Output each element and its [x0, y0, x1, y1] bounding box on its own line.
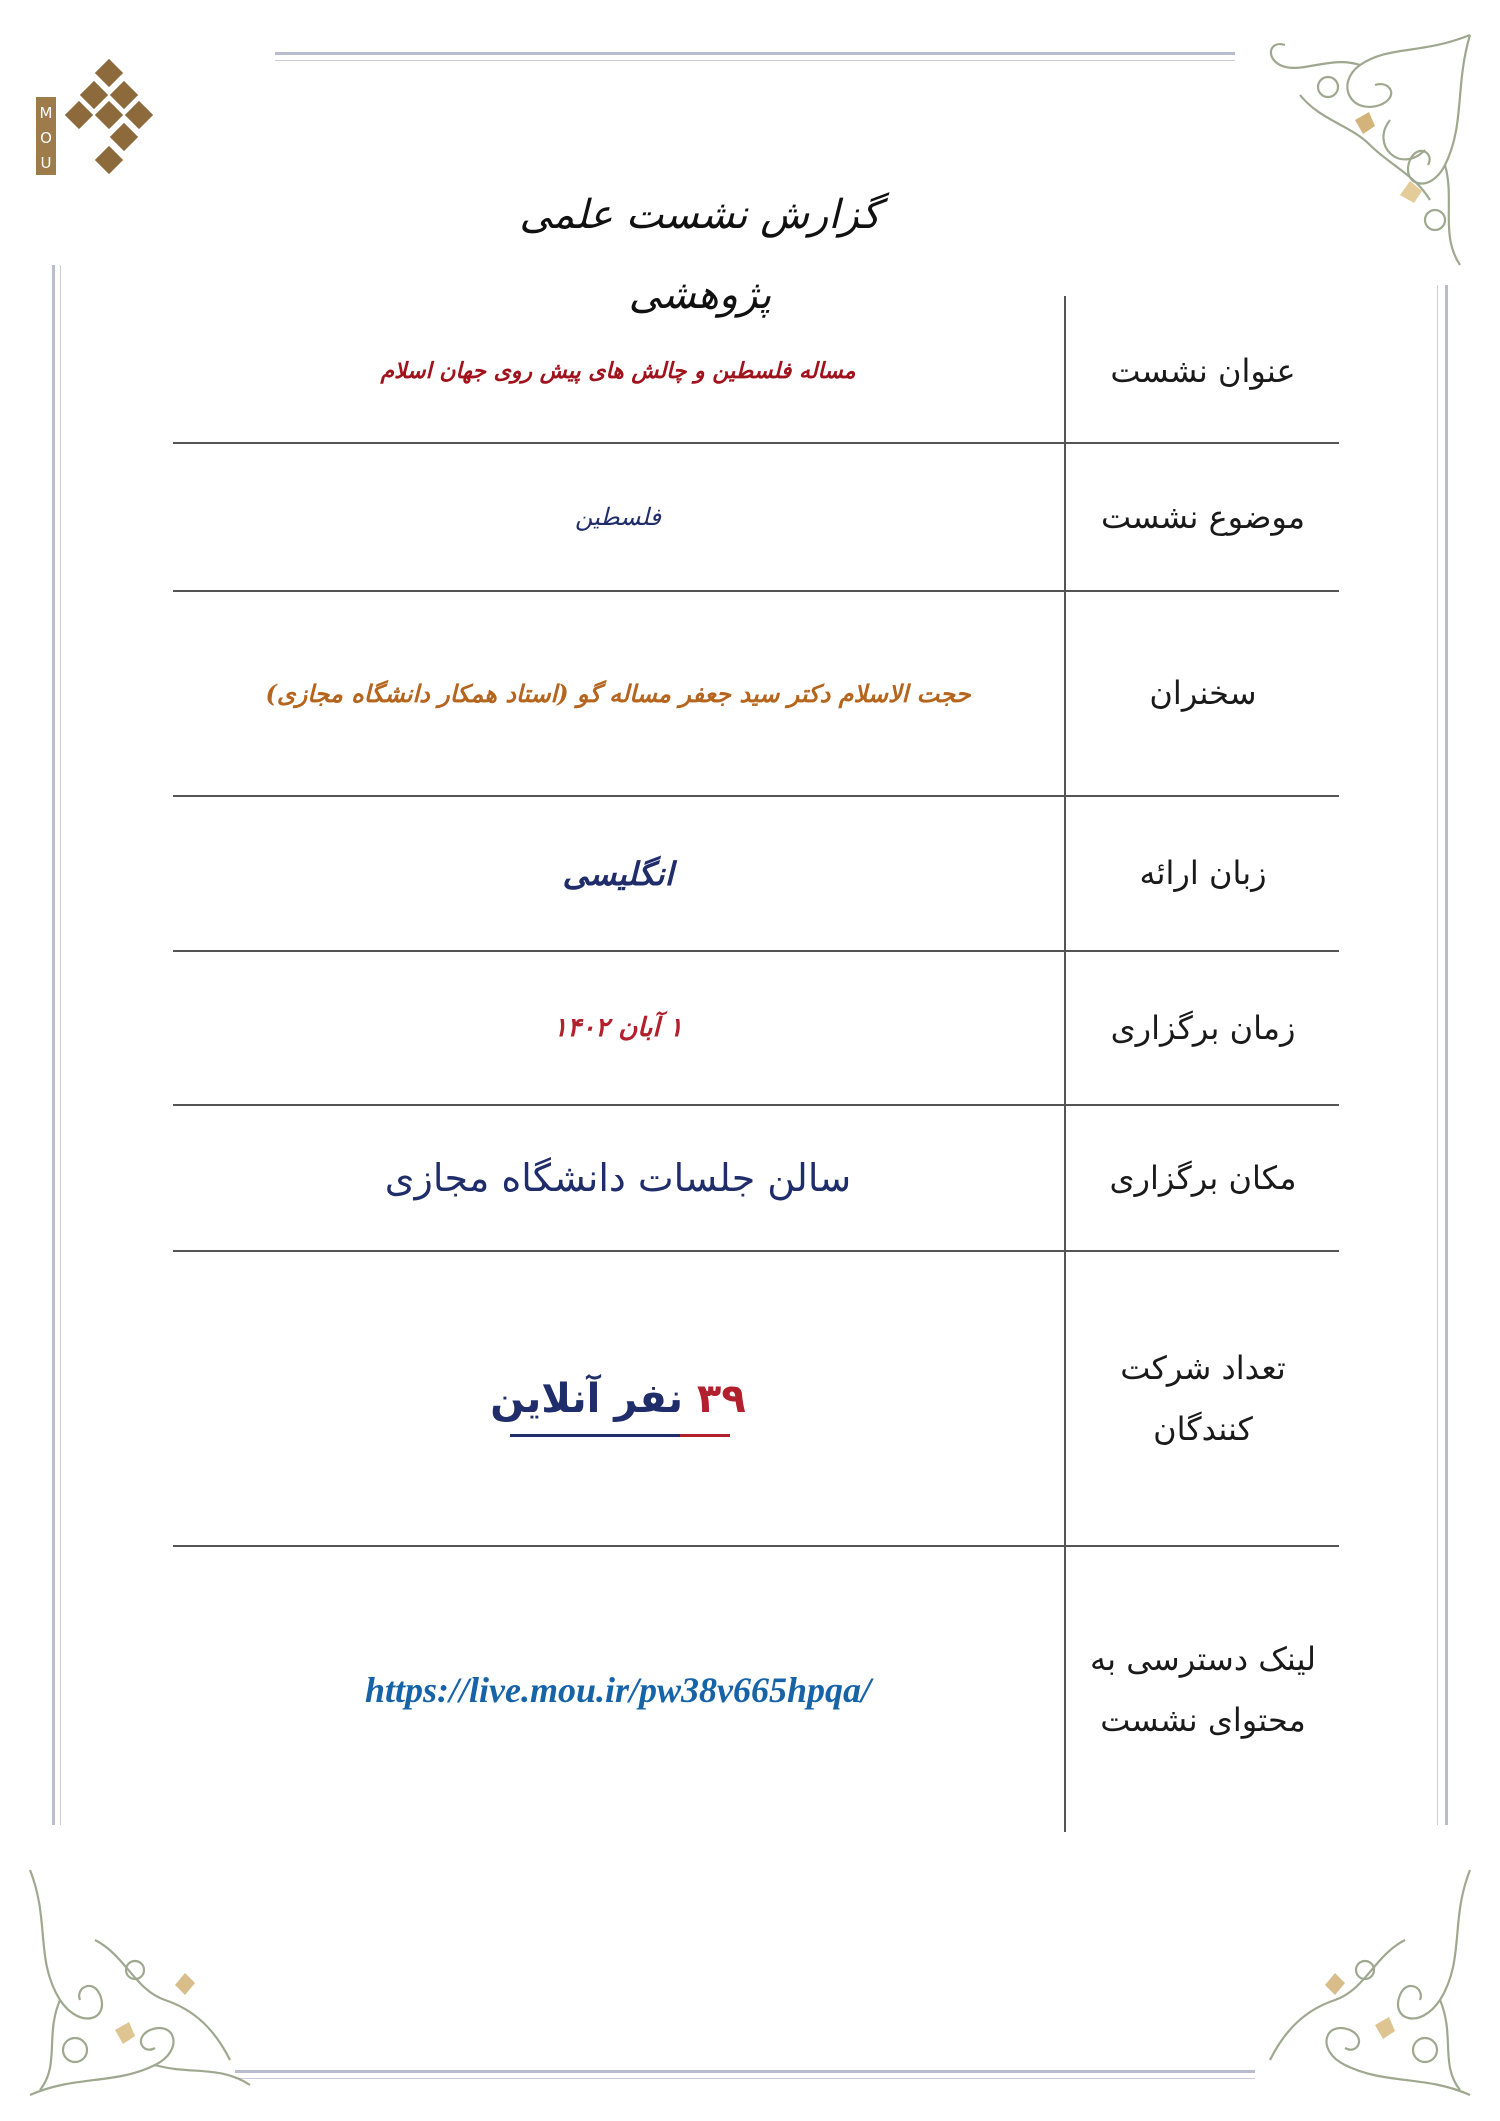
- attendees-count: ۳۹: [696, 1375, 746, 1422]
- frame-left-line-thin: [60, 265, 61, 1825]
- access-link[interactable]: https://live.mou.ir/pw38v665hpqa/: [364, 1669, 872, 1710]
- value-access-link-cell: [173, 1547, 1063, 1832]
- label-access-link: لینک دسترسی به محتوای نشست: [1090, 1639, 1316, 1739]
- corner-ornament-bottom-right: [1255, 1860, 1485, 2105]
- value-session-title: مساله فلسطین و چالش های پیش روی جهان اسلام: [380, 358, 856, 384]
- value-attendees: [173, 1252, 1063, 1545]
- value-place: سالن جلسات دانشگاه مجازی: [384, 1156, 852, 1200]
- frame-right-line-thin: [1437, 285, 1438, 1825]
- svg-text:M: M: [39, 104, 53, 122]
- corner-ornament-top-right: [1240, 25, 1480, 275]
- corner-ornament-bottom-left: [15, 1860, 265, 2105]
- value-session-subject: فلسطین: [574, 503, 662, 531]
- university-logo: [34, 55, 164, 185]
- label-attendees: تعداد شرکت کنندگان: [1120, 1348, 1286, 1448]
- label-date: زمان برگزاری: [1110, 1008, 1296, 1047]
- label-speaker: سخنران: [1149, 674, 1257, 713]
- value-speaker: حجت الاسلام دکتر سید جعفر مساله گو (استاد همکار دانشگاه مجازی): [265, 679, 971, 708]
- label-language: زبان ارائه: [1139, 854, 1267, 893]
- page-title: گزارش نشست علمی پژوهشی: [519, 192, 881, 318]
- svg-text:O: O: [40, 129, 52, 147]
- attendees-unit: نفر آنلاین: [490, 1375, 683, 1422]
- svg-text:U: U: [40, 154, 52, 172]
- label-session-title: عنوان نشست: [1110, 351, 1296, 390]
- frame-top-line-thin: [275, 60, 1235, 61]
- value-date: ۱ آبان ۱۴۰۲: [553, 1013, 683, 1043]
- attendees-underline-accent: [680, 1434, 730, 1437]
- value-language: انگلیسی: [562, 854, 674, 893]
- label-session-subject: موضوع نشست: [1100, 497, 1306, 536]
- mou-logo-icon: [34, 55, 164, 185]
- frame-top-line: [275, 52, 1235, 55]
- label-place: مکان برگزاری: [1109, 1158, 1297, 1197]
- frame-left-line: [52, 265, 55, 1825]
- frame-bottom-line-thin: [235, 2078, 1255, 2079]
- frame-right-line: [1445, 285, 1448, 1825]
- table-column-divider: [1064, 296, 1066, 1832]
- frame-bottom-line: [235, 2070, 1255, 2073]
